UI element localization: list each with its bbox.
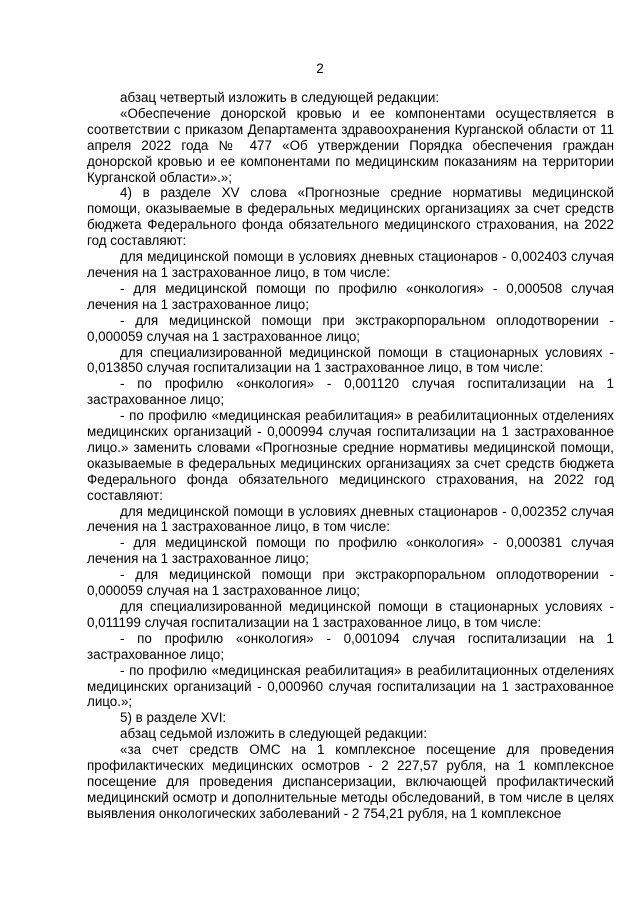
- paragraph: абзац четвертый изложить в следующей редакции:: [120, 90, 440, 105]
- paragraph: для медицинской помощи в условиях дневных стационаров - 0,002352 случая лечения на 1 застрахованное лицо, в том числе:: [87, 503, 614, 535]
- paragraph: абзац седьмой изложить в следующей редакции:: [120, 726, 427, 742]
- paragraph: - для медицинской помощи по профилю «онкология» - 0,000508 случая лечения на 1 застрахованное лицо;: [87, 280, 614, 312]
- paragraph: - по профилю «онкология» - 0,001094 случая госпитализации на 1 застрахованное лицо;: [87, 630, 614, 662]
- paragraph: для специализированной медицинской помощи в стационарных условиях - 0,011199 случая госпитализации на 1 застрахованное лицо, в том числе:: [87, 599, 614, 630]
- paragraph: - для медицинской помощи при экстракорпоральном оплодотворении - 0,000059 случая на 1 застрахованное лицо;: [87, 312, 614, 344]
- paragraph: для специализированной медицинской помощи в стационарных условиях - 0,013850 случая госпитализации на 1 застрахованное лицо, в том числе:: [87, 344, 614, 376]
- page-number: 2: [316, 61, 324, 76]
- paragraph: 4) в разделе XV слова «Прогнозные средние нормативы медицинской помощи, оказываемые в федеральных медицинских организациях за счет средств бюджета Федерального фонда обязательного медицинского страхования, на 2022 год составляют:: [87, 185, 614, 249]
- paragraph: - для медицинской помощи по профилю «онкология» - 0,000381 случая лечения на 1 застрахованное лицо;: [87, 535, 614, 567]
- paragraph: - по профилю «медицинская реабилитация» в реабилитационных отделениях медицинских организаций - 0,000960 случая госпитализации на 1 застрахованное лицо.»;: [87, 662, 614, 710]
- paragraph: «Обеспечение донорской кровью и ее компонентами осуществляется в соответствии с приказом Департамента здравоохранения Курганской области от 11 апреля 2022 года № 477 «Об утверждении Порядка обеспечения граждан донорской кровью и ее компонентами по медицинским показаниям на территории Курганской области».»;: [87, 105, 614, 185]
- paragraph: для медицинской помощи в условиях дневных стационаров - 0,002403 случая лечения на 1 застрахованное лицо, в том числе:: [87, 249, 614, 280]
- document-body: [87, 90, 614, 822]
- paragraph: - по профилю «медицинская реабилитация» в реабилитационных отделениях медицинских организаций - 0,000994 случая госпитализации на 1 застрахованное лицо.» заменить словами «Прогнозные средние нормативы медицинской помощи, оказываемые в федеральных медицинских организациях за счет средств бюджета Федерального фонда обязательного медицинского страхования, на 2022 год составляют:: [87, 408, 614, 503]
- paragraph: - для медицинской помощи при экстракорпоральном оплодотворении - 0,000059 случая на 1 застрахованное лицо;: [87, 567, 614, 599]
- paragraph: «за счет средств ОМС на 1 комплексное посещение для проведения профилактических медицинских осмотров - 2 227,57 рубля, на 1 комплексное посещение для проведения диспансеризации, включающей профилактический медицинский осмотр и дополнительные методы обследований, в том числе в целях выявления онкологических заболеваний - 2 754,21 рубля, на 1 комплексное: [87, 742, 614, 821]
- paragraph: - по профилю «онкология» - 0,001120 случая госпитализации на 1 застрахованное лицо;: [87, 376, 614, 408]
- paragraph: 5) в разделе XVI:: [120, 710, 227, 726]
